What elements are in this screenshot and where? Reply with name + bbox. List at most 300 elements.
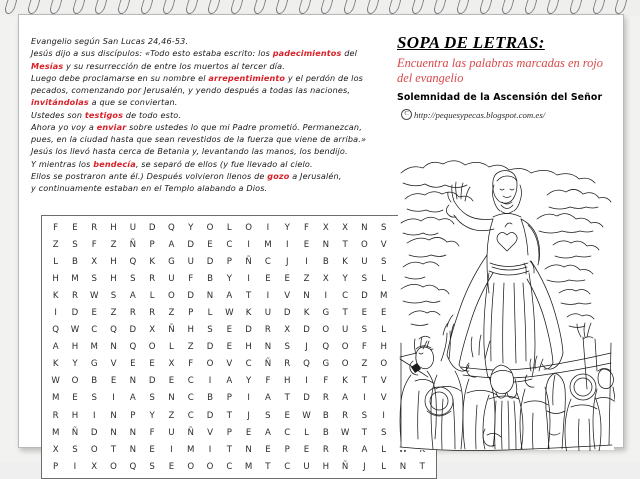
word-search-cell[interactable]: J: [305, 342, 308, 353]
word-search-cell[interactable]: V: [284, 290, 291, 301]
word-search-cell[interactable]: E: [91, 308, 97, 319]
word-search-cell[interactable]: R: [71, 290, 78, 301]
word-search-cell[interactable]: X: [52, 444, 59, 455]
word-search-cell[interactable]: T: [226, 410, 232, 421]
word-search-cell[interactable]: P: [53, 461, 59, 472]
word-search-cell[interactable]: O: [245, 222, 252, 233]
word-search-cell[interactable]: I: [208, 376, 212, 387]
word-search-cell[interactable]: P: [149, 239, 155, 250]
word-search-cell[interactable]: E: [361, 308, 368, 319]
word-search-cell[interactable]: X: [91, 256, 98, 267]
word-search-cell[interactable]: D: [148, 222, 156, 233]
word-search-cell[interactable]: H: [245, 342, 252, 353]
word-search-cell[interactable]: L: [381, 273, 387, 284]
word-search-cell[interactable]: K: [52, 290, 59, 301]
word-search-cell[interactable]: I: [324, 290, 328, 301]
word-search-cell[interactable]: I: [266, 222, 270, 233]
word-search-cell[interactable]: U: [129, 222, 136, 233]
word-search-cell[interactable]: Z: [110, 239, 117, 250]
word-search-box[interactable]: [41, 215, 437, 479]
word-search-cell[interactable]: S: [130, 273, 136, 284]
word-search-cell[interactable]: S: [91, 393, 97, 404]
word-search-cell[interactable]: Y: [188, 222, 194, 233]
word-search-cell[interactable]: N: [168, 393, 175, 404]
word-search-cell[interactable]: R: [264, 325, 271, 336]
word-search-cell[interactable]: N: [129, 427, 137, 438]
word-search-cell[interactable]: D: [283, 308, 291, 319]
word-search-cell[interactable]: R: [322, 393, 329, 404]
word-search-cell[interactable]: O: [90, 444, 98, 455]
word-search-cell[interactable]: E: [168, 376, 175, 387]
word-search-cell[interactable]: I: [247, 273, 250, 284]
word-search-cell[interactable]: E: [110, 376, 117, 387]
word-search-cell[interactable]: Y: [245, 376, 252, 387]
word-search-cell[interactable]: W: [89, 290, 99, 301]
word-search-cell[interactable]: D: [303, 393, 310, 404]
word-search-cell[interactable]: M: [187, 444, 195, 455]
word-search-cell[interactable]: Ñ: [341, 461, 349, 472]
word-search-row[interactable]: [46, 253, 432, 270]
word-search-cell[interactable]: S: [265, 410, 271, 421]
word-search-cell[interactable]: H: [110, 273, 117, 284]
word-search-cell[interactable]: A: [129, 290, 136, 301]
word-search-cell[interactable]: K: [342, 376, 348, 387]
word-search-cell[interactable]: U: [303, 461, 310, 472]
word-search-cell[interactable]: L: [304, 427, 309, 438]
word-search-cell[interactable]: F: [265, 376, 271, 387]
word-search-cell[interactable]: I: [112, 393, 115, 404]
word-search-cell[interactable]: Z: [52, 239, 59, 250]
word-search-cell[interactable]: A: [361, 444, 368, 455]
word-search-row[interactable]: [46, 270, 432, 287]
word-search-cell[interactable]: E: [284, 410, 290, 421]
word-search-cell[interactable]: D: [303, 325, 310, 336]
word-search-cell[interactable]: L: [381, 325, 387, 336]
word-search-cell[interactable]: R: [342, 410, 349, 421]
word-search-cell[interactable]: P: [284, 444, 290, 455]
word-search-cell[interactable]: E: [226, 325, 233, 336]
word-search-cell[interactable]: C: [342, 290, 349, 301]
word-search-cell[interactable]: L: [381, 444, 387, 455]
word-search-cell[interactable]: L: [169, 342, 174, 353]
word-search-cell[interactable]: Q: [52, 325, 60, 336]
word-search-cell[interactable]: I: [208, 444, 212, 455]
word-search-row[interactable]: [46, 304, 432, 321]
word-search-row[interactable]: [46, 219, 432, 236]
word-search-cell[interactable]: J: [285, 256, 289, 267]
word-search-cell[interactable]: Y: [226, 273, 232, 284]
word-search-cell[interactable]: N: [129, 376, 137, 387]
word-search-cell[interactable]: C: [284, 427, 291, 438]
blog-url-text: http://pequesypecas.blogspot.com.es/: [414, 109, 546, 120]
word-search-cell[interactable]: P: [130, 410, 136, 421]
word-search-cell[interactable]: H: [52, 273, 59, 284]
word-search-row[interactable]: [46, 424, 432, 441]
word-search-cell[interactable]: Ñ: [129, 239, 137, 250]
word-search-cell[interactable]: H: [283, 376, 291, 387]
word-search-cell[interactable]: M: [379, 290, 388, 301]
word-search-cell[interactable]: U: [264, 308, 272, 319]
word-search-cell[interactable]: V: [207, 427, 213, 438]
word-search-cell[interactable]: W: [225, 308, 234, 319]
word-search-cell[interactable]: L: [149, 290, 155, 301]
word-search-cell[interactable]: C: [264, 256, 271, 267]
word-search-cell[interactable]: E: [245, 427, 252, 438]
word-search-cell[interactable]: V: [380, 239, 387, 250]
word-search-cell[interactable]: G: [168, 256, 175, 267]
word-search-cell[interactable]: F: [91, 239, 97, 250]
word-search-cell[interactable]: M: [71, 273, 79, 284]
word-search-cell[interactable]: E: [72, 393, 78, 404]
word-search-cell[interactable]: O: [168, 290, 175, 301]
word-search-cell[interactable]: T: [342, 308, 348, 319]
word-search-cell[interactable]: U: [341, 325, 349, 336]
word-search-cell[interactable]: Y: [149, 410, 155, 421]
word-search-cell[interactable]: K: [303, 308, 310, 319]
word-search-cell[interactable]: I: [363, 393, 366, 404]
word-search-cell[interactable]: H: [71, 410, 79, 421]
word-search-cell[interactable]: B: [91, 376, 98, 387]
word-search-cell[interactable]: O: [148, 342, 156, 353]
word-search-cell[interactable]: F: [188, 359, 194, 370]
word-search-cell[interactable]: A: [226, 376, 233, 387]
word-search-cell[interactable]: H: [110, 222, 117, 233]
word-search-cell[interactable]: U: [187, 256, 194, 267]
word-search-cell[interactable]: G: [322, 308, 330, 319]
word-search-cell[interactable]: I: [247, 239, 250, 250]
word-search-cell[interactable]: E: [168, 461, 175, 472]
word-search-cell[interactable]: W: [340, 427, 350, 438]
word-search-cell[interactable]: M: [51, 393, 60, 404]
gospel-text-run: Jesús los llevó hasta cerca de Betania y, levantando las manos, los bendijo.: [31, 146, 348, 157]
word-search-cell[interactable]: D: [187, 290, 195, 301]
word-search-cell[interactable]: U: [168, 427, 175, 438]
word-search-cell[interactable]: T: [245, 290, 252, 301]
word-search-cell[interactable]: F: [53, 222, 59, 233]
word-search-cell[interactable]: T: [265, 461, 271, 472]
word-search-cell[interactable]: Z: [303, 273, 310, 284]
word-search-cell[interactable]: N: [110, 410, 117, 421]
word-search-cell[interactable]: F: [149, 427, 155, 438]
word-search-cell[interactable]: I: [54, 308, 57, 319]
word-search-cell[interactable]: I: [73, 461, 77, 472]
word-search-cell[interactable]: D: [148, 376, 156, 387]
word-search-cell[interactable]: P: [226, 427, 232, 438]
word-search-cell[interactable]: A: [226, 290, 233, 301]
word-search-cell[interactable]: I: [305, 376, 308, 387]
word-search-cell[interactable]: C: [187, 393, 194, 404]
word-search-cell[interactable]: I: [266, 290, 270, 301]
word-search-cell[interactable]: E: [149, 444, 155, 455]
word-search-cell[interactable]: Q: [303, 359, 310, 370]
word-search-row[interactable]: [46, 390, 432, 407]
word-search-cell[interactable]: A: [129, 393, 136, 404]
word-search-cell[interactable]: O: [380, 359, 388, 370]
word-search-cell[interactable]: Z: [168, 410, 175, 421]
word-search-cell[interactable]: D: [206, 410, 214, 421]
word-search-cell[interactable]: N: [110, 427, 117, 438]
word-search-cell[interactable]: I: [305, 256, 308, 267]
word-search-cell[interactable]: X: [342, 222, 349, 233]
word-search-cell[interactable]: X: [322, 273, 329, 284]
word-search-cell[interactable]: C: [226, 239, 233, 250]
word-search-cell[interactable]: L: [226, 222, 232, 233]
word-search-cell[interactable]: O: [341, 342, 349, 353]
word-search-cell[interactable]: V: [380, 376, 387, 387]
word-search-cell[interactable]: D: [361, 290, 368, 301]
word-search-cell[interactable]: B: [322, 427, 329, 438]
word-search-cell[interactable]: K: [245, 308, 252, 319]
word-search-cell[interactable]: Q: [168, 222, 175, 233]
word-search-cell[interactable]: E: [265, 444, 271, 455]
word-search-cell[interactable]: F: [361, 342, 367, 353]
word-search-cell[interactable]: O: [206, 359, 214, 370]
word-search-cell[interactable]: O: [206, 222, 214, 233]
word-search-cell[interactable]: N: [206, 290, 214, 301]
word-search-cell[interactable]: X: [284, 325, 291, 336]
word-search-cell[interactable]: I: [285, 239, 289, 250]
word-search-cell[interactable]: X: [91, 461, 98, 472]
word-search-cell[interactable]: T: [342, 239, 348, 250]
word-search-cell[interactable]: Y: [72, 359, 78, 370]
word-search-cell[interactable]: Y: [284, 222, 290, 233]
word-search-cell[interactable]: R: [149, 273, 156, 284]
word-search-cell[interactable]: S: [91, 273, 97, 284]
gospel-line: [31, 109, 381, 121]
word-search-cell[interactable]: N: [303, 290, 310, 301]
word-search-cell[interactable]: D: [71, 308, 79, 319]
word-search-cell[interactable]: N: [245, 444, 252, 455]
word-search-cell[interactable]: X: [322, 222, 329, 233]
word-search-cell[interactable]: Y: [342, 273, 348, 284]
word-search-cell[interactable]: J: [363, 461, 366, 472]
word-search-cell[interactable]: X: [149, 325, 156, 336]
word-search-cell[interactable]: A: [168, 239, 175, 250]
word-search-row[interactable]: [46, 356, 432, 373]
word-search-cell[interactable]: R: [149, 308, 156, 319]
word-search-cell[interactable]: P: [226, 256, 232, 267]
word-search-cell[interactable]: Q: [322, 342, 330, 353]
highlighted-word: arrepentimiento: [208, 72, 286, 83]
word-search-cell[interactable]: E: [303, 239, 310, 250]
word-search-row[interactable]: [46, 339, 432, 356]
word-search-cell[interactable]: C: [284, 461, 291, 472]
word-search-cell[interactable]: T: [284, 393, 290, 404]
word-search-cell[interactable]: B: [322, 256, 329, 267]
word-search-cell[interactable]: E: [130, 359, 136, 370]
word-search-cell[interactable]: T: [361, 376, 368, 387]
word-search-cell[interactable]: V: [226, 359, 233, 370]
word-search-cell[interactable]: O: [71, 376, 79, 387]
word-search-cell[interactable]: A: [264, 427, 271, 438]
word-search-cell[interactable]: H: [110, 256, 117, 267]
word-search-cell[interactable]: V: [380, 393, 387, 404]
word-search-cell[interactable]: R: [52, 410, 59, 421]
spiral-ring: [365, 0, 380, 14]
word-search-cell[interactable]: R: [284, 359, 291, 370]
gospel-line: [31, 60, 381, 72]
word-search-cell[interactable]: C: [91, 325, 98, 336]
word-search-cell[interactable]: K: [342, 256, 348, 267]
word-search-cell[interactable]: O: [322, 325, 330, 336]
word-search-cell[interactable]: C: [187, 376, 194, 387]
word-search-cell[interactable]: B: [71, 256, 78, 267]
word-search-cell[interactable]: S: [207, 325, 213, 336]
word-search-cell[interactable]: Z: [110, 308, 117, 319]
word-search-cell[interactable]: E: [303, 444, 310, 455]
word-search-cell[interactable]: N: [322, 239, 330, 250]
word-search-cell[interactable]: S: [149, 393, 155, 404]
word-search-cell[interactable]: L: [207, 308, 213, 319]
word-search-cell[interactable]: U: [361, 256, 368, 267]
word-search-cell[interactable]: S: [149, 461, 155, 472]
word-search-cell[interactable]: Ñ: [168, 325, 175, 336]
word-search-cell[interactable]: G: [90, 359, 98, 370]
word-search-cell[interactable]: A: [264, 393, 271, 404]
word-search-cell[interactable]: N: [129, 444, 137, 455]
word-search-cell[interactable]: S: [361, 273, 368, 284]
word-search-cell[interactable]: W: [51, 376, 60, 387]
word-search-cell[interactable]: Q: [129, 256, 137, 267]
word-search-cell[interactable]: C: [245, 359, 252, 370]
word-search-cell[interactable]: M: [264, 239, 272, 250]
word-search-cell[interactable]: I: [170, 444, 173, 455]
feast-subtitle: Solemnidad de la Ascensión del Señor: [397, 92, 603, 103]
word-search-cell[interactable]: R: [129, 308, 136, 319]
word-search-cell[interactable]: F: [323, 376, 329, 387]
word-search-cell[interactable]: T: [419, 461, 425, 472]
word-search-row[interactable]: [46, 236, 432, 253]
word-search-cell[interactable]: L: [381, 461, 387, 472]
word-search-cell[interactable]: E: [207, 239, 213, 250]
word-search-cell[interactable]: P: [226, 393, 232, 404]
word-search-cell[interactable]: F: [304, 222, 309, 233]
spiral-ring: [387, 0, 402, 14]
word-search-cell[interactable]: C: [187, 410, 194, 421]
word-search-cell[interactable]: M: [51, 427, 60, 438]
word-search-row[interactable]: [46, 322, 432, 339]
word-search-cell[interactable]: A: [342, 393, 349, 404]
word-search-row[interactable]: [46, 373, 432, 390]
word-search-cell[interactable]: R: [91, 222, 98, 233]
word-search-cell[interactable]: D: [187, 239, 195, 250]
word-search-cell[interactable]: M: [90, 342, 98, 353]
word-search-cell[interactable]: P: [188, 308, 194, 319]
highlighted-word: invitándolas: [31, 97, 89, 108]
word-search-cell[interactable]: L: [53, 256, 59, 267]
word-search-cell[interactable]: Ñ: [187, 427, 194, 438]
word-search-cell[interactable]: K: [149, 256, 155, 267]
word-search-cell[interactable]: Z: [187, 342, 194, 353]
word-search-cell[interactable]: K: [52, 359, 59, 370]
word-search-cell[interactable]: D: [129, 325, 137, 336]
word-search-cell[interactable]: B: [322, 410, 329, 421]
word-search-cell[interactable]: S: [361, 410, 368, 421]
word-search-grid[interactable]: [46, 219, 432, 475]
word-search-cell[interactable]: A: [52, 342, 59, 353]
word-search-cell[interactable]: S: [72, 239, 78, 250]
word-search-cell[interactable]: H: [71, 342, 79, 353]
spiral-ring: [229, 0, 244, 14]
word-search-cell[interactable]: I: [382, 410, 385, 421]
word-search-cell[interactable]: H: [380, 342, 387, 353]
word-search-cell[interactable]: D: [206, 256, 214, 267]
word-search-cell[interactable]: O: [341, 359, 349, 370]
word-search-cell[interactable]: Q: [129, 461, 137, 472]
word-search-cell[interactable]: S: [380, 427, 387, 438]
word-search-cell[interactable]: E: [265, 273, 271, 284]
word-search-cell[interactable]: W: [70, 325, 80, 336]
word-search-cell[interactable]: S: [110, 290, 117, 301]
word-search-cell[interactable]: S: [380, 222, 387, 233]
word-search-cell[interactable]: M: [244, 461, 253, 472]
word-search-cell[interactable]: V: [110, 359, 117, 370]
word-search-cell[interactable]: S: [361, 325, 368, 336]
word-search-cell[interactable]: Z: [361, 359, 368, 370]
word-search-cell[interactable]: Z: [168, 308, 175, 319]
word-search-cell[interactable]: N: [399, 461, 407, 472]
word-search-cell[interactable]: U: [168, 273, 175, 284]
word-search-cell[interactable]: Ñ: [245, 256, 252, 267]
word-search-cell[interactable]: X: [168, 359, 175, 370]
word-search-cell[interactable]: Ñ: [71, 427, 79, 438]
word-search-cell[interactable]: Q: [129, 342, 137, 353]
word-search-cell[interactable]: J: [247, 410, 250, 421]
word-search-cell[interactable]: T: [110, 444, 117, 455]
word-search-cell[interactable]: B: [207, 273, 213, 284]
word-search-row[interactable]: [46, 287, 432, 304]
word-search-cell[interactable]: E: [226, 342, 233, 353]
word-search-cell[interactable]: E: [149, 359, 155, 370]
word-search-cell[interactable]: W: [302, 410, 311, 421]
word-search-cell[interactable]: E: [72, 222, 78, 233]
word-search-cell[interactable]: S: [284, 342, 290, 353]
word-search-cell[interactable]: O: [206, 461, 214, 472]
word-search-cell[interactable]: F: [188, 273, 194, 284]
word-search-cell[interactable]: Q: [110, 325, 117, 336]
spiral-ring: [207, 0, 222, 14]
word-search-cell[interactable]: C: [226, 461, 233, 472]
word-search-cell[interactable]: D: [90, 427, 98, 438]
word-search-row[interactable]: [46, 441, 432, 458]
word-search-cell[interactable]: O: [110, 461, 117, 472]
word-search-cell[interactable]: N: [264, 342, 272, 353]
word-search-cell[interactable]: O: [187, 461, 195, 472]
word-search-cell[interactable]: G: [322, 359, 330, 370]
word-search-row[interactable]: [46, 458, 432, 475]
word-search-cell[interactable]: I: [247, 393, 250, 404]
word-search-cell[interactable]: T: [361, 427, 368, 438]
word-search-cell[interactable]: E: [380, 308, 387, 319]
word-search-cell[interactable]: B: [207, 393, 213, 404]
word-search-cell[interactable]: R: [322, 444, 329, 455]
word-search-cell[interactable]: R: [342, 444, 349, 455]
word-search-cell[interactable]: S: [72, 444, 78, 455]
word-search-cell[interactable]: O: [361, 239, 368, 250]
word-search-cell[interactable]: I: [92, 410, 96, 421]
word-search-cell[interactable]: S: [380, 256, 387, 267]
word-search-row[interactable]: [46, 407, 432, 424]
word-search-cell[interactable]: H: [187, 325, 194, 336]
word-search-cell[interactable]: Ñ: [264, 359, 272, 370]
word-search-cell[interactable]: N: [361, 222, 368, 233]
word-search-cell[interactable]: H: [322, 461, 330, 472]
word-search-cell[interactable]: D: [245, 325, 252, 336]
word-search-cell[interactable]: D: [206, 342, 214, 353]
word-search-cell[interactable]: T: [226, 444, 232, 455]
word-search-cell[interactable]: N: [110, 342, 117, 353]
word-search-cell[interactable]: E: [284, 273, 290, 284]
